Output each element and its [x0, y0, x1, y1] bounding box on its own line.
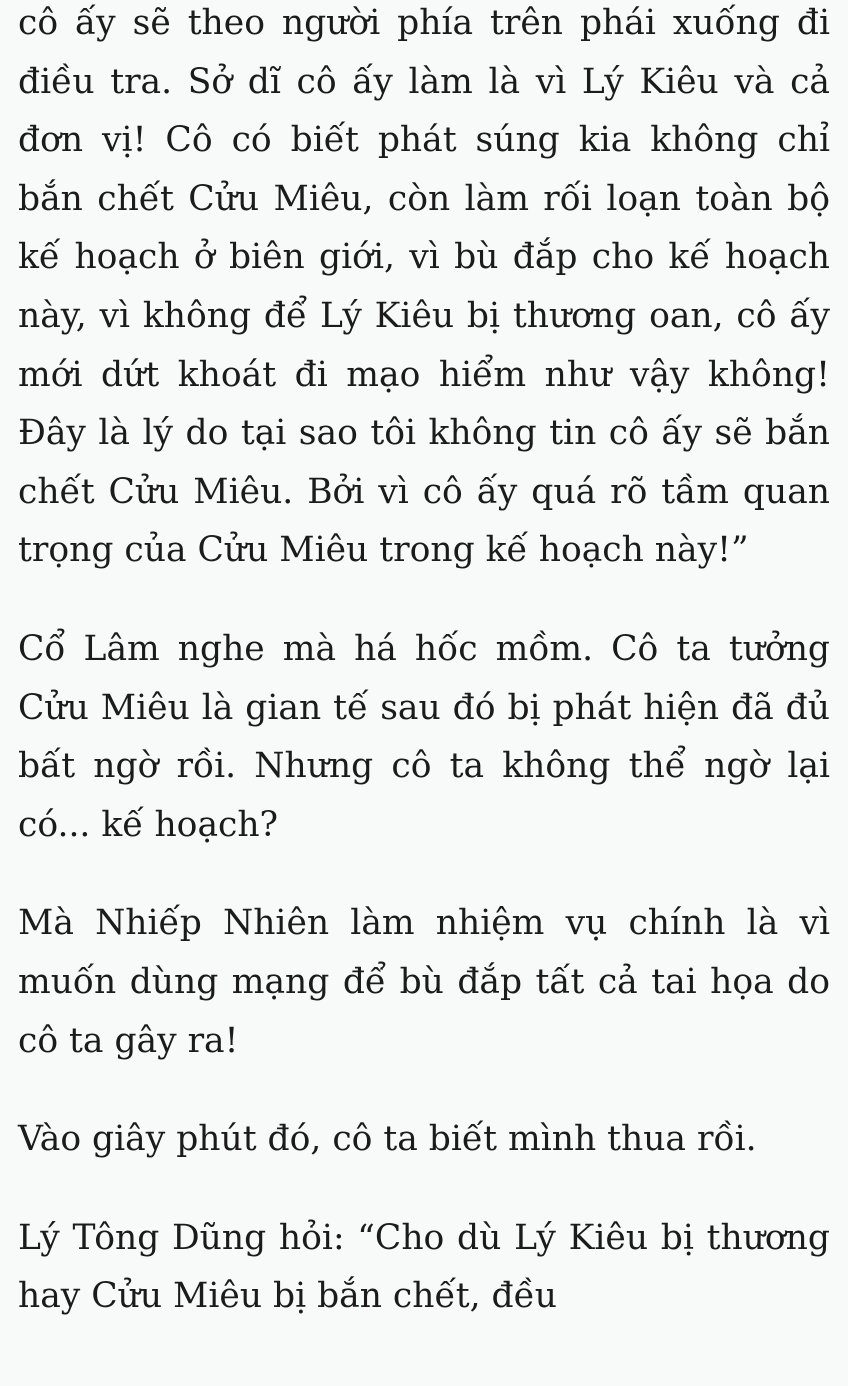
paragraph: Cổ Lâm nghe mà há hốc mồm. Cô ta tưởng Cửu Miêu là gian tế sau đó bị phát hiện đã đủ bất ngờ rồi. Nhưng cô ta không thể ngờ lại có... kế hoạch? — [18, 628, 830, 845]
paragraph: Lý Tông Dũng hỏi: “Cho dù Lý Kiêu bị thương hay Cửu Miêu bị bắn chết, đều — [18, 1217, 830, 1317]
paragraph: Mà Nhiếp Nhiên làm nhiệm vụ chính là vì muốn dùng mạng để bù đắp tất cả tai họa do cô ta gây ra! — [18, 903, 830, 1061]
paragraph: cô ấy sẽ theo người phía trên phái xuống đi điều tra. Sở dĩ cô ấy làm là vì Lý Kiêu và cả đơn vị! Cô có biết phát súng kia không chỉ bắn chết Cửu Miêu, còn làm rối loạn toàn bộ kế hoạch ở biên giới, vì bù đắp cho kế hoạch này, vì không để Lý Kiêu bị thương oan, cô ấy mới dứt khoát đi mạo hiểm như vậy không! Đây là lý do tại sao tôi không tin cô ấy sẽ bắn chết Cửu Miêu. Bởi vì cô ấy quá rõ tầm quan trọng của Cửu Miêu trong kế hoạch này!” — [18, 3, 830, 571]
paragraph: Vào giây phút đó, cô ta biết mình thua rồi. — [18, 1119, 757, 1160]
